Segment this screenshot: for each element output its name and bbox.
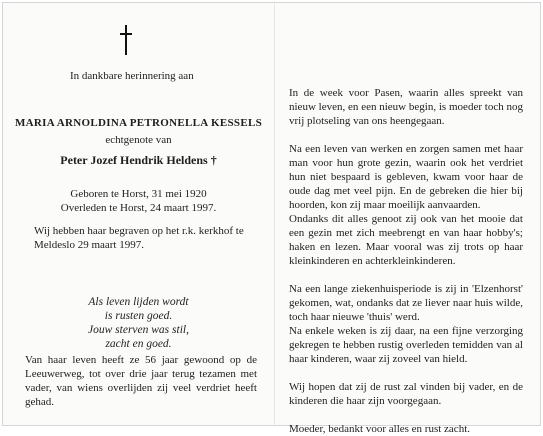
burial-line-2: Meldeslo 29 maart 1997. <box>34 239 144 251</box>
eulogy-paragraph: In de week voor Pasen, waarin alles spreekt van nieuw leven, en een nieuw begin, is moeder toch nog vrij plotseling van ons heengegaan. <box>289 87 523 127</box>
poem-line: Jouw sterven was stil, <box>88 324 189 336</box>
cross-icon <box>120 25 132 55</box>
birth-text: Geboren te Horst, 31 mei 1920 <box>70 188 207 200</box>
memorial-card <box>2 2 541 435</box>
deceased-name: MARIA ARNOLDINA PETRONELLA KESSELS <box>14 117 263 129</box>
poem-line: zacht en goed. <box>105 338 172 350</box>
eulogy-paragraph: Na enkele weken is zij daar, na een fijne verzorging gekregen te hebben rustig overleden temidden van al haar kinderen, waar zij zoveel van hield. <box>289 325 523 365</box>
burial-line-1: Wij hebben haar begraven op het r.k. kerkhof te <box>34 225 244 237</box>
eulogy-paragraph: Na een leven van werken en zorgen samen met haar man voor hun grote gezin, waarin ook het verdriet hun niet bespaard is gebleven, kwam voor haar de oude dag met veel pijn. En de gebreken die hier bij hoorden, kon zij maar moeilijk aanvaarden. <box>289 143 523 211</box>
death-text: Overleden te Horst, 24 maart 1997. <box>60 202 217 214</box>
eulogy-closing: Moeder, bedankt voor alles en rust zacht. <box>289 423 470 435</box>
eulogy-paragraph: Ondanks dit alles genoot zij ook van het mooie dat een gezin met zich meebrengt en van haar hobby's; haken en lezen. Maar vooral was zij trots op haar kleinkinderen en achterkleinkinderen. <box>289 213 523 267</box>
eulogy-text <box>289 86 523 436</box>
eulogy-paragraph: Wij hopen dat zij de rust zal vinden bij vader, en de kinderen die haar zijn voorgegaan. <box>289 381 523 407</box>
bio-paragraph: Van haar leven heeft ze 56 jaar gewoond op de Leeuwerweg, tot over drie jaar terug tezamen met vader, van wiens overlijden zij veel verdriet heeft gehad. <box>25 354 257 408</box>
poem-line: Als leven lijden wordt <box>88 296 189 308</box>
card-fold-line <box>274 3 275 425</box>
poem <box>3 295 274 351</box>
intro-text: In dankbare herinnering aan <box>70 70 194 82</box>
spouse-label: echtgenote van <box>105 134 172 146</box>
poem-line: is rusten goed. <box>104 310 173 322</box>
spouse-name: Peter Jozef Hendrik Heldens † <box>60 153 217 167</box>
eulogy-paragraph: Na een lange ziekenhuisperiode is zij in 'Elzenhorst' gekomen, wat, ondanks dat ze liever naar huis wilde, toch haar nieuwe 'thuis' werd. <box>289 283 523 323</box>
